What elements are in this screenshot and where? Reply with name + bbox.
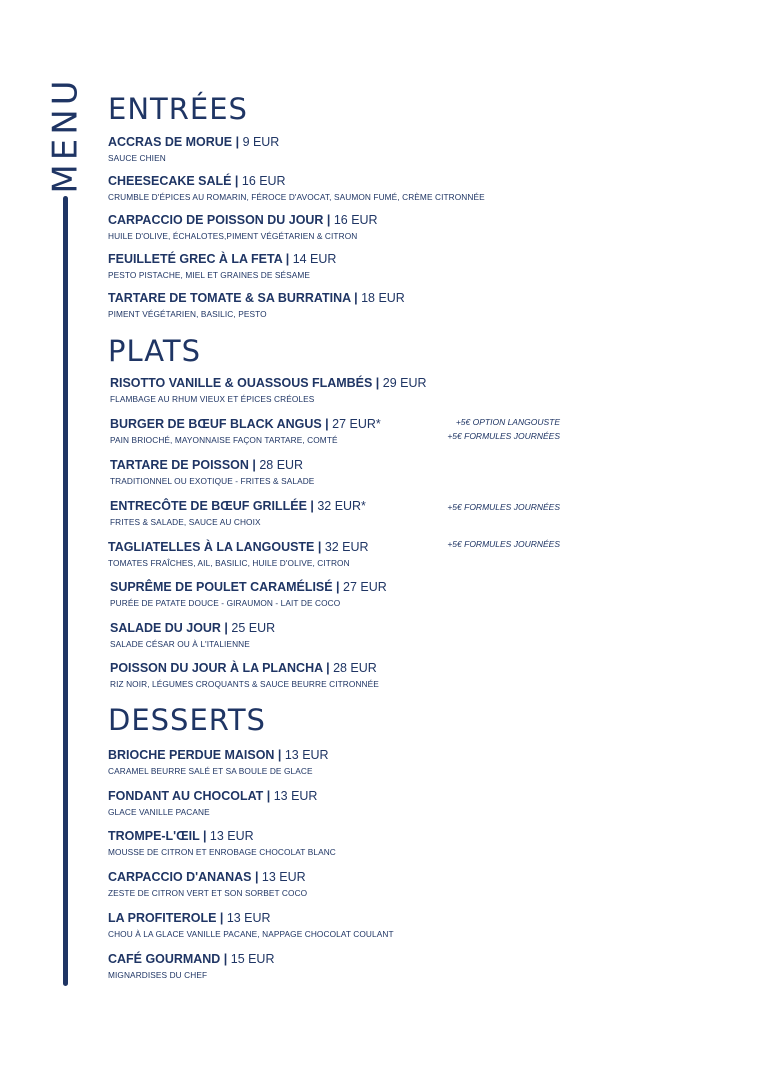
menu-item (110, 620, 570, 650)
item-description: HUILE D'OLIVE, ÉCHALOTES,PIMENT VÉGÉTARIEN & CITRON (108, 231, 358, 241)
item-separator: | (220, 620, 232, 635)
item-name: SUPRÊME DE POULET CARAMÉLISÉ (110, 579, 333, 594)
item-separator: | (248, 457, 260, 472)
item-price: 28 EUR (259, 457, 304, 472)
item-separator: | (282, 251, 293, 266)
item-description: CARAMEL BEURRE SALÉ ET SA BOULE DE GLACE (108, 766, 313, 776)
item-price: 16 EUR (333, 212, 378, 227)
item-description: MOUSSE DE CITRON ET ENROBAGE CHOCOLAT BLANC (108, 847, 336, 857)
item-description: MIGNARDISES DU CHEF (108, 970, 208, 980)
item-name: CARPACCIO D'ANANAS (108, 869, 252, 884)
item-price: 32 EUR* (317, 498, 366, 513)
menu-vertical-title-text: MENU (46, 76, 87, 194)
item-separator: | (314, 539, 325, 554)
item-description: ZESTE DE CITRON VERT ET SON SORBET COCO (108, 888, 308, 898)
item-note: +5€ OPTION LANGOUSTE (455, 417, 560, 427)
item-separator: | (274, 747, 285, 762)
item-separator: | (321, 416, 333, 431)
item-separator: | (350, 290, 362, 305)
item-price: 13 EUR (261, 869, 306, 884)
item-description: TOMATES FRAÎCHES, AIL, BASILIC, HUILE D'OLIVE, CITRON (108, 558, 350, 568)
item-description: PESTO PISTACHE, MIEL ET GRAINES DE SÉSAME (108, 270, 311, 280)
item-note: +5€ FORMULES JOURNÉES (447, 539, 560, 549)
section-title-desserts: DESSERTS (108, 703, 266, 737)
item-name: CAFÉ GOURMAND (108, 951, 221, 966)
item-name: ENTRECÔTE DE BŒUF GRILLÉE (110, 498, 307, 513)
item-price: 29 EUR (382, 375, 427, 390)
item-name: TAGLIATELLES À LA LANGOUSTE (108, 539, 315, 554)
item-separator: | (216, 910, 227, 925)
item-name: CARPACCIO DE POISSON DU JOUR (108, 212, 324, 227)
item-separator: | (323, 212, 334, 227)
item-description: PURÉE DE PATATE DOUCE - GIRAUMON - LAIT DE COCO (110, 598, 341, 608)
item-description: FRITES & SALADE, SAUCE AU CHOIX (110, 517, 261, 527)
item-name: SALADE DU JOUR (110, 620, 221, 635)
item-description: SALADE CÉSAR OU À L'ITALIENNE (110, 639, 250, 649)
item-price: 13 EUR (209, 828, 254, 843)
item-price: 14 EUR (292, 251, 337, 266)
item-note: +5€ FORMULES JOURNÉES (447, 431, 560, 441)
item-name: FONDANT AU CHOCOLAT (108, 788, 264, 803)
menu-item (108, 134, 568, 164)
item-description: TRADITIONNEL OU EXOTIQUE - FRITES & SALADE (110, 476, 315, 486)
item-separator: | (263, 788, 274, 803)
item-price: 15 EUR (230, 951, 275, 966)
item-price: 27 EUR (343, 579, 387, 594)
section-title-plats: PLATS (108, 334, 202, 368)
item-name: TROMPE-L'ŒIL (108, 828, 200, 843)
item-price: 13 EUR (226, 910, 271, 925)
menu-item (108, 828, 568, 858)
menu-item (108, 747, 568, 777)
item-name: TARTARE DE POISSON (110, 457, 249, 472)
item-price: 25 EUR (231, 620, 276, 635)
menu-item (110, 579, 570, 609)
menu-item (108, 173, 568, 203)
menu-item (110, 660, 570, 690)
menu-item (108, 251, 568, 281)
item-name: LA PROFITEROLE (108, 910, 217, 925)
item-price: 27 EUR* (332, 416, 381, 431)
item-description: GLACE VANILLE PACANE (108, 807, 210, 817)
menu-item (108, 212, 568, 242)
item-price: 16 EUR (241, 173, 286, 188)
menu-vertical-title (46, 76, 87, 194)
item-name: RISOTTO VANILLE & OUASSOUS FLAMBÉS (110, 375, 373, 390)
menu-item (110, 375, 570, 405)
item-separator: | (199, 828, 210, 843)
menu-item (108, 290, 568, 320)
item-price: 13 EUR (273, 788, 318, 803)
item-price: 13 EUR (284, 747, 329, 762)
item-separator: | (306, 498, 318, 513)
item-description: FLAMBAGE AU RHUM VIEUX ET ÉPICES CRÉOLES (110, 394, 315, 404)
item-note: +5€ FORMULES JOURNÉES (447, 502, 560, 512)
menu-item (108, 788, 568, 818)
menu-item (108, 869, 568, 899)
item-description: CHOU À LA GLACE VANILLE PACANE, NAPPAGE CHOCOLAT COULANT (108, 929, 394, 939)
decorative-vertical-line (63, 196, 68, 986)
item-price: 18 EUR (361, 290, 405, 305)
item-separator: | (332, 579, 344, 594)
item-price: 32 EUR (324, 539, 369, 554)
item-description: PAIN BRIOCHÉ, MAYONNAISE FAÇON TARTARE, COMTÉ (110, 435, 338, 445)
item-name: BURGER DE BŒUF BLACK ANGUS (110, 416, 322, 431)
item-price: 9 EUR (242, 134, 280, 149)
menu-item (110, 457, 570, 487)
item-separator: | (372, 375, 383, 390)
item-description: PIMENT VÉGÉTARIEN, BASILIC, PESTO (108, 309, 267, 319)
menu-item (108, 951, 568, 981)
item-separator: | (232, 134, 243, 149)
menu-item (108, 910, 568, 940)
item-description: CRUMBLE D'ÉPICES AU ROMARIN, FÉROCE D'AVOCAT, SAUMON FUMÉ, CRÈME CITRONNÉE (108, 192, 485, 202)
item-separator: | (231, 173, 242, 188)
item-name: POISSON DU JOUR À LA PLANCHA (110, 660, 323, 675)
item-description: RIZ NOIR, LÉGUMES CROQUANTS & SAUCE BEURRE CITRONNÉE (110, 679, 379, 689)
item-name: BRIOCHE PERDUE MAISON (108, 747, 275, 762)
section-title-entrees: ENTRÉES (108, 92, 248, 126)
item-separator: | (220, 951, 231, 966)
item-price: 28 EUR (333, 660, 377, 675)
item-name: TARTARE DE TOMATE & SA BURRATINA (108, 290, 351, 305)
item-name: CHEESECAKE SALÉ (108, 173, 232, 188)
item-name: FEUILLETÉ GREC À LA FETA (108, 251, 283, 266)
item-separator: | (322, 660, 334, 675)
item-description: SAUCE CHIEN (108, 153, 166, 163)
item-separator: | (251, 869, 262, 884)
item-name: ACCRAS DE MORUE (108, 134, 233, 149)
